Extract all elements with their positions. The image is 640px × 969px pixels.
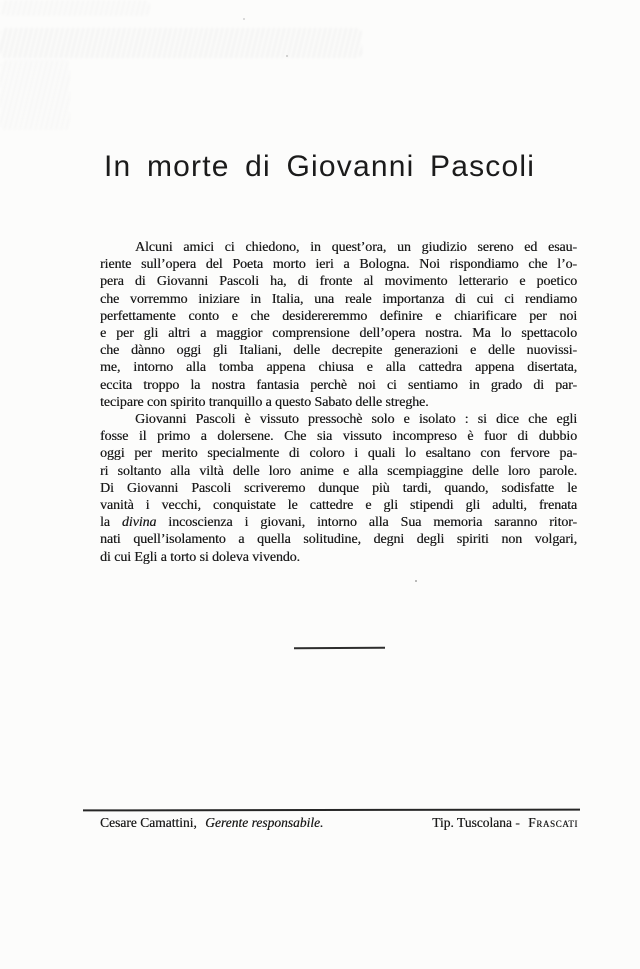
body-line: Alcuni amici ci chiedono, in quest’ora, un giudizio sereno ed esau- [135,240,577,255]
body-line: riente sull’opera del Poeta morto ieri a Bologna. Noi rispondiamo che l’o- [100,257,577,273]
body-line: che vorremmo iniziare in Italia, una reale importanza di cui ci rendiamo [100,291,577,307]
ink-speck [243,18,245,20]
body-line: eccita troppo la nostra fantasia perchè noi ci sentiamo in grado di par- [100,377,577,393]
article-body [100,239,577,566]
editor-name: Cesare Camattini, [100,815,197,830]
page-title: In morte di Giovanni Pascoli [104,150,536,183]
footer-colophon [100,815,578,831]
section-divider [294,647,385,649]
body-line: vanità i vecchi, conquistate le cattedre e gli stipendi gli adulti, frenata [100,498,577,514]
body-line: Di Giovanni Pascoli scriveremo dunque più tardi, quando, sodisfatte le [100,480,577,496]
body-line: e per gli altri a maggior comprensione dell’opera nostra. Ma lo spettacolo [100,326,577,342]
body-line: nati quell’isolamento a quella solitudine, degni degli spiriti non volgari, [100,532,577,548]
ink-speck [415,580,417,582]
body-line: pera di Giovanni Pascoli ha, di fronte al movimento letterario e poetico [100,274,577,290]
scan-noise-artifact [0,60,70,130]
body-line: fosse il primo a dolersene. Che sia vissuto incompreso è fuor di dubbio [100,429,577,445]
footer-rule [83,809,580,812]
body-line: tecipare con spirito tranquillo a questo Sabato delle streghe. [100,394,429,410]
scan-noise-artifact [0,0,150,16]
responsible-editor-line [100,815,323,831]
body-line: di cui Egli a torto si doleva vivendo. [100,549,300,565]
printer-name: Tip. Tuscolana - [432,815,520,830]
body-line: che dànno oggi gli Italiani, delle decrepite generazioni e delle nuovissi- [100,343,577,359]
printer-place: Frascati [528,815,578,830]
body-line: la divina incoscienza i giovani, intorno alla Sua memoria saranno ritor- [100,515,577,531]
scan-noise-artifact [0,28,362,58]
body-line: oggi per merito specialmente di coloro i quali lo esaltano con fervore pa- [100,446,577,462]
body-line: ri soltanto alla viltà delle loro anime e alla scempiaggine delle loro parole. [100,463,577,479]
body-line: perfettamente conto e che desidereremmo definire e chiarificare per noi [100,308,577,324]
ink-speck [286,55,288,57]
printer-imprint [432,815,578,831]
editor-role: Gerente responsabile. [205,815,324,830]
body-line: me, intorno alla tomba appena chiusa e alla cattedra appena disertata, [100,360,577,376]
body-line: Giovanni Pascoli è vissuto pressochè solo e isolato : si dice che egli [135,412,577,428]
